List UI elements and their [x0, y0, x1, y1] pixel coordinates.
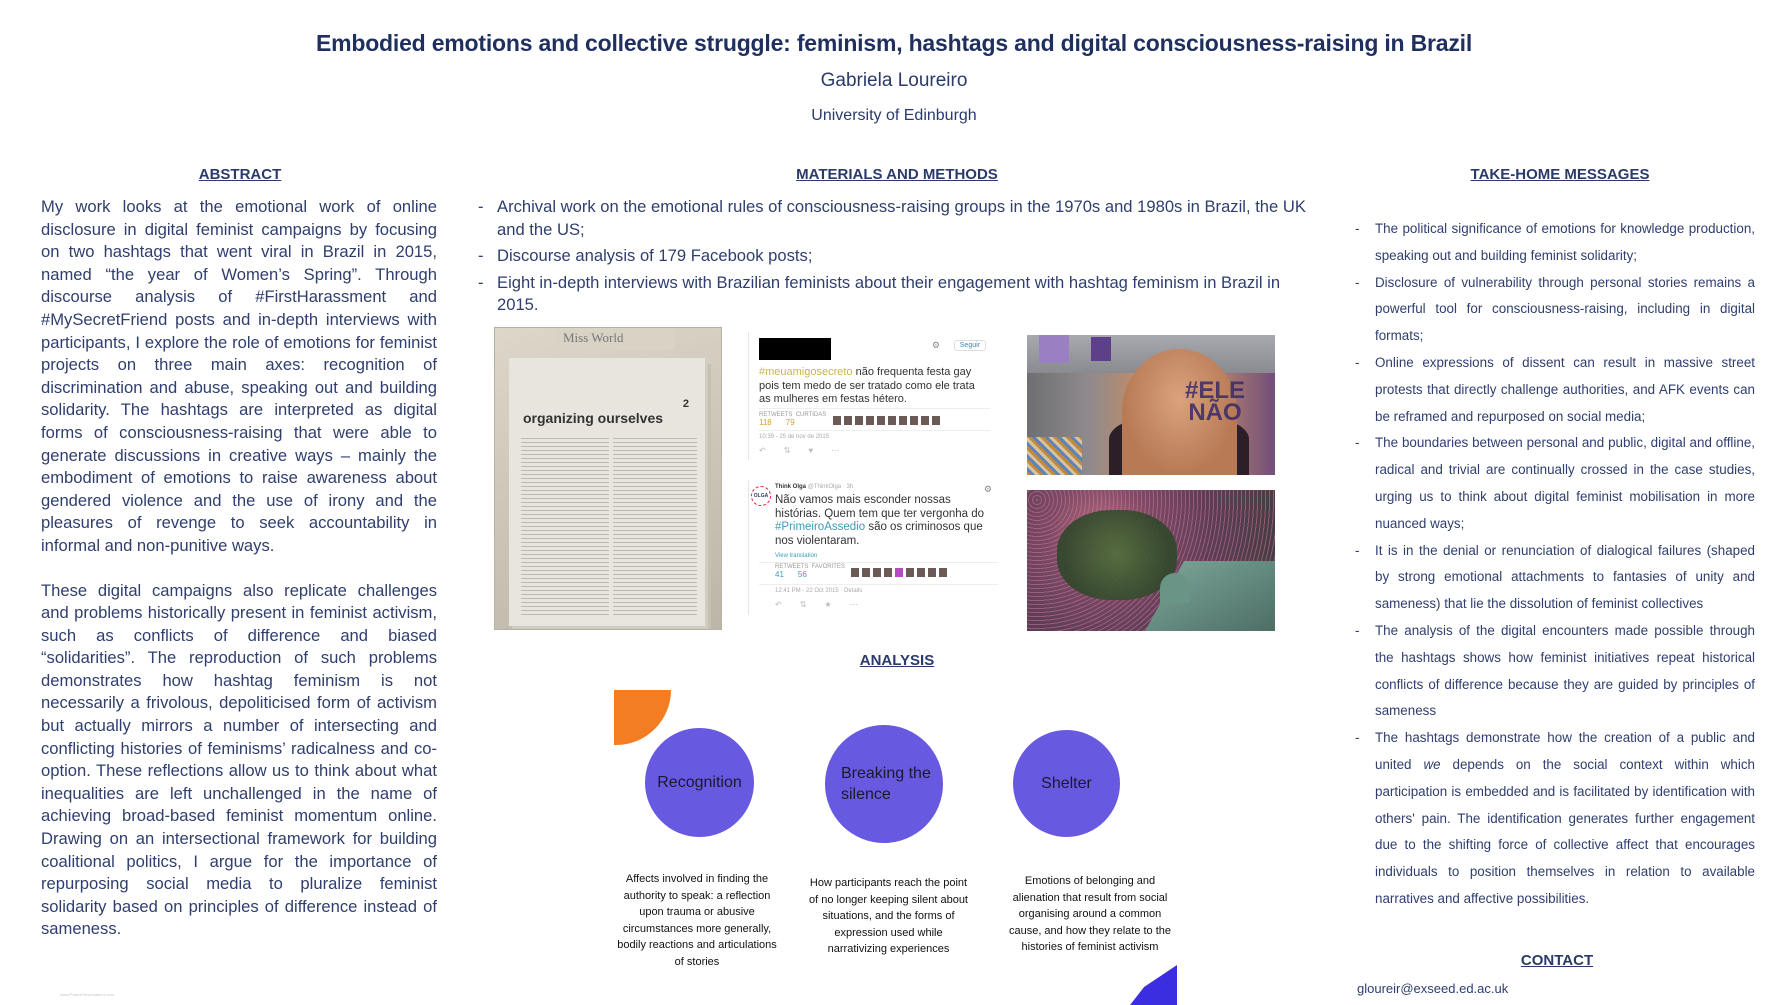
favorite-count: 56 [797, 570, 807, 579]
watermark: www.PosterPresentations.com [60, 992, 115, 997]
avatar-strip [851, 568, 947, 577]
abstract-body [41, 196, 437, 941]
takehome-list [1355, 216, 1755, 913]
retweet-count: 41 [775, 570, 784, 579]
archive-heading: organizing ourselves [523, 410, 664, 426]
tweet-screenshot-meuamigosecreto [748, 332, 990, 460]
aerial-protest-crowd-photo [1027, 490, 1275, 631]
divider [759, 430, 990, 431]
newsclip-text: Miss World [555, 328, 675, 350]
tweet-body-text: Não vamos mais esconder nossas histórias. Quem tem que ter vergonha do [775, 494, 985, 520]
divider [759, 562, 998, 563]
favorites-label: FAVORITES [811, 564, 845, 570]
purple-flag [1039, 335, 1069, 363]
tweet-author [775, 484, 853, 490]
purple-flag [1091, 337, 1111, 361]
written-slogan: #ELE NÃO [1184, 377, 1246, 426]
takehome-item [1355, 725, 1755, 913]
tweet-body-text: são os criminosos que nos violentaram. [775, 521, 983, 547]
tweet-date: 12:41 PM - 22 Oct 2015 · Details [775, 588, 863, 594]
node-label: Breaking the silence [841, 765, 931, 803]
contact-heading: CONTACT [1520, 952, 1594, 969]
heart-icon: ♥ [808, 446, 832, 455]
takehome-item: - Online expressions of dissent can result in massive street protests that directly challenge authorities, and AFK events can be reframed and repurposed on social media; [1355, 350, 1755, 430]
retweet-count: 118 [759, 418, 772, 427]
author-handle: @ThinkOlga · 3h [807, 484, 854, 490]
takehome-item: - The boundaries between personal and public, digital and offline, radical and trivial are continually crossed in the case studies, urging us to think about digital feminist mobilisation in more nuanced ways; [1355, 430, 1755, 537]
page-number: 2 [682, 398, 689, 410]
methods-item: - Eight in-depth interviews with Brazilian feminists about their engagement with hashtag feminism in Brazil in 2015. [478, 272, 1308, 317]
retweet-icon: ⇅ [799, 600, 825, 609]
orange-quarter-circle-decoration [614, 690, 671, 745]
more-icon: ⋯ [831, 446, 858, 455]
retweet-icon: ⇅ [783, 446, 809, 455]
tweet-screenshot-primeiroassedio [748, 480, 998, 615]
analysis-node-recognition [645, 728, 754, 837]
node-label: Shelter [1041, 775, 1092, 792]
takehome-item: - Disclosure of vulnerability through personal stories remains a powerful tool for consciousness-raising, including in digital formats; [1355, 270, 1755, 350]
affiliation: University of Edinburgh [811, 107, 977, 124]
tweet-text [759, 366, 989, 407]
trees [1057, 510, 1177, 600]
methods-list [478, 196, 1308, 321]
follow-button: Seguir [954, 340, 986, 351]
tweet-stats [775, 564, 845, 579]
gear-icon: ⚙ [931, 340, 940, 350]
redacted-username [759, 338, 831, 360]
node-label: Recognition [657, 774, 742, 791]
hashtag: #meuamigosecreto [759, 366, 853, 378]
retweets-label: RETWEETS [759, 412, 793, 418]
analysis-node-shelter [1013, 730, 1120, 837]
retweets-label: RETWEETS [775, 564, 809, 570]
takehome-item: - The political significance of emotions for knowledge production, speaking out and building feminist solidarity; [1355, 216, 1755, 270]
contact-email[interactable]: gloureir@exseed.ed.ac.uk [1357, 981, 1509, 996]
archive-document-image [494, 327, 722, 630]
translate-link: View translation [775, 553, 818, 559]
protest-photo-back-tattoo [1027, 335, 1275, 475]
author-name: Think Olga [775, 484, 807, 490]
tweet-date: 10:39 - 25 de nov de 2015 [759, 434, 830, 440]
analysis-description-recognition: Affects involved in finding the authority to speak: a reflection upon trauma or abusive circumstances more generally, bodily reactions and articulations of stories [617, 873, 777, 968]
methods-item: - Archival work on the emotional rules of consciousness-raising groups in the 1970s and 1980s in Brazil, the UK and the US; [478, 196, 1308, 241]
abstract-paragraph-1: My work looks at the emotional work of online disclosure in digital feminist campaigns by focusing on two hashtags that went viral in Brazil in 2015, named “the year of Women’s Spring”. Through discourse analysis of #FirstHarassment and #MySecretFriend posts and in-depth interviews with participants, I explore the role of emotions for feminist projects on three main axes: recognition of discrimination and abuse, speaking out and building solidarity. The hashtags are interpreted as digital forms of consciousness-raising that were able to generate discussions in creative ways – mainly the embodiment of emotions to raise awareness about gendered violence and the use of irony and the pleasures of revenge to seek accountability in informal and non-punitive ways. [41, 197, 437, 555]
tweet-body-text: não frequenta festa gay pois tem medo de ser tratado como ele trata as mulheres em festas hétero. [759, 366, 975, 405]
divider [759, 408, 990, 409]
hashtag: #PrimeiroAssedio [775, 521, 866, 533]
text: The hashtags demonstrate how the creation of a public and united [1375, 730, 1755, 772]
methods-item: - Discourse analysis of 179 Facebook posts; [478, 245, 1308, 268]
text: depends on the social context within which participation is embedded and is facilitated by identification with others' pain. The identification generates further engagement due to the shifting force of collective affect that encourages individuals to position themselves in relation to available narratives and affective possibilities. [1375, 756, 1755, 906]
star-icon: ★ [824, 600, 850, 609]
think-olga-avatar: OLGA [751, 486, 771, 506]
takehome-heading: TAKE-HOME MESSAGES [1470, 166, 1650, 183]
reply-icon: ↶ [775, 600, 800, 609]
avatar-strip [833, 416, 940, 425]
takehome-item: - The analysis of the digital encounters made possible through the hashtags shows how feminist initiatives repeat historical conflicts of difference because they are guided by principles of sameness [1355, 618, 1755, 725]
blue-corner-decoration [1130, 965, 1177, 1005]
analysis-description-shelter: Emotions of belonging and alienation that result from social organising around a common cause, and how they relate to the histories of feminist activism [1008, 875, 1172, 953]
takehome-item: - It is in the denial or renunciation of dialogical failures (shaped by strong emotional attachments to fantasies of unity and sameness) that lie the dissolution of feminist collectives [1355, 538, 1755, 618]
favorites-label: CURTIDAS [795, 412, 827, 418]
favorite-count: 79 [785, 418, 795, 427]
divider [759, 584, 998, 585]
building-dome [1160, 573, 1190, 603]
poster-title: Embodied emotions and collective struggle: feminism, hashtags and digital consciousness-raising in Brazil [315, 30, 1473, 56]
tweet-stats [759, 412, 826, 427]
more-icon: ⋯ [849, 600, 876, 609]
reply-icon: ↶ [759, 446, 784, 455]
archive-paper [509, 358, 705, 626]
settings-icon: ⚙ [983, 484, 992, 494]
author-name: Gabriela Loureiro [820, 70, 968, 91]
analysis-node-breaking-the-silence [825, 725, 943, 843]
colorful-fabric [1027, 437, 1082, 475]
column-gap [609, 438, 613, 618]
tweet-text [775, 494, 997, 548]
tweet-actions [759, 446, 857, 455]
tweet-actions [775, 600, 876, 609]
methods-heading: MATERIALS AND METHODS [796, 166, 998, 183]
abstract-paragraph-2: These digital campaigns also replicate challenges and problems historically present in feminist activism, such as conflicts of difference and biased “solidarities”. The reproduction of such problems demonstrates how hashtag feminism is not necessarily a frivolous, depoliticised form of activism but actually mirrors a number of intersecting and conflicting histories of feminisms’ radicalness and co-option. These reflections allow us to think about what inequalities are left unchallenged in the name of achieving broad-based feminist momentum online. Drawing on an intersectional framework for building coalitional politics, I argue for the importance of repurposing social media to pluralize feminist solidarity based on principles of difference instead of sameness. [41, 580, 437, 939]
analysis-heading: ANALYSIS [859, 652, 935, 669]
emphasis: we [1423, 756, 1441, 772]
abstract-heading: ABSTRACT [198, 166, 282, 183]
analysis-description-breaking-the-silence: How participants reach the point of no longer keeping silent about situations, and the forms of expression used while narrativizing experiences [808, 877, 968, 955]
